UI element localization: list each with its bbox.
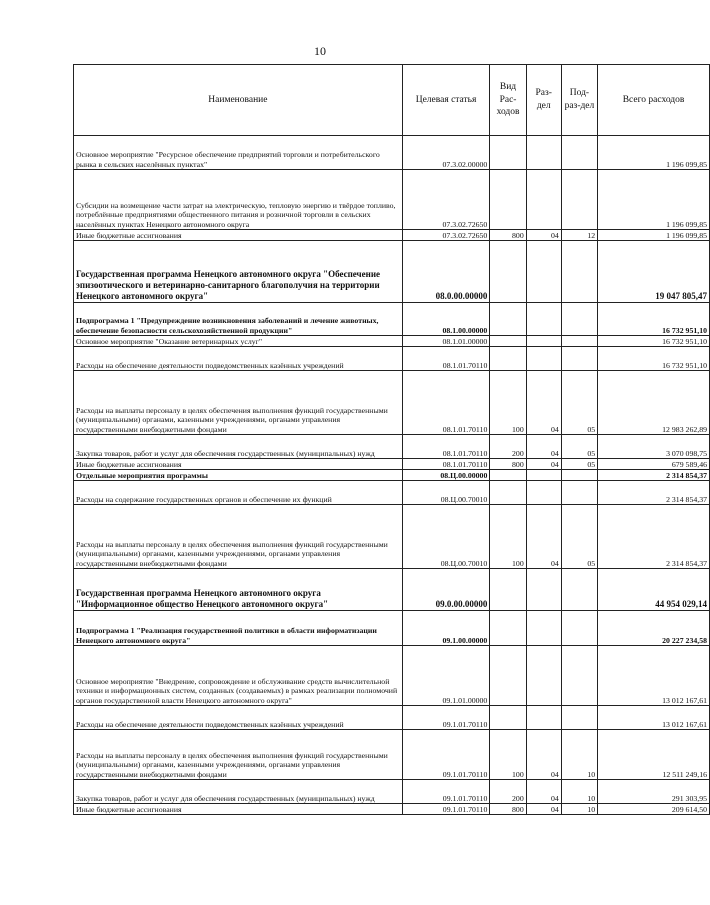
table-row (74, 241, 710, 303)
cell-section (526, 481, 561, 505)
table-row (74, 780, 710, 804)
cell-total: 2 314 854,37 (598, 481, 710, 505)
cell-section (526, 347, 561, 371)
cell-article: 08.0.00.00000 (402, 241, 490, 303)
cell-total: 679 589,46 (598, 459, 710, 470)
cell-total: 2 314 854,37 (598, 470, 710, 481)
table-row (74, 303, 710, 336)
cell-total: 20 227 234,58 (598, 611, 710, 646)
cell-subsection: 05 (561, 371, 597, 435)
cell-name: Расходы на выплаты персоналу в целях обеспечения выполнения функций государственными (муниципальными) органами, казенными учреждениями, органами управления государственными внебюджетными фондами (74, 371, 403, 435)
cell-total: 16 732 951,10 (598, 347, 710, 371)
cell-section (526, 611, 561, 646)
cell-expense-type: 100 (490, 505, 526, 569)
cell-article: 09.1.00.00000 (402, 611, 490, 646)
table-row (74, 470, 710, 481)
cell-name: Расходы на выплаты персоналу в целях обеспечения выполнения функций государственными (муниципальными) органами, казенными учреждениями, органами управления государственными внебюджетными фондами (74, 505, 403, 569)
cell-subsection: 10 (561, 804, 597, 815)
cell-subsection: 05 (561, 459, 597, 470)
cell-name: Основное мероприятие "Оказание ветеринарных услуг" (74, 336, 403, 347)
cell-name: Основное мероприятие "Внедрение, сопровождение и обслуживание средств вычислительной техники и информационных систем, созданных (создаваемых) в рамках реализации полномочий органов государственной власти Ненецкого автономного округа" (74, 646, 403, 706)
table-row (74, 730, 710, 780)
cell-subsection: 10 (561, 730, 597, 780)
cell-section: 04 (526, 459, 561, 470)
table-row (74, 459, 710, 470)
cell-subsection (561, 569, 597, 611)
table-row (74, 481, 710, 505)
header-name: Наименование (74, 65, 403, 136)
table-row (74, 706, 710, 730)
cell-subsection (561, 470, 597, 481)
cell-expense-type (490, 136, 526, 170)
cell-section (526, 470, 561, 481)
cell-section: 04 (526, 435, 561, 459)
cell-subsection (561, 336, 597, 347)
cell-total: 13 012 167,61 (598, 646, 710, 706)
cell-section (526, 569, 561, 611)
cell-article: 09.1.01.70110 (402, 706, 490, 730)
cell-total: 1 196 099,85 (598, 170, 710, 230)
cell-subsection: 12 (561, 230, 597, 241)
cell-section: 04 (526, 780, 561, 804)
table-row (74, 136, 710, 170)
cell-name: Расходы на содержание государственных органов и обеспечение их функций (74, 481, 403, 505)
cell-name: Подпрограмма 1 "Реализация государственной политики в области информатизации Ненецкого автономного округа" (74, 611, 403, 646)
cell-section (526, 336, 561, 347)
cell-expense-type (490, 646, 526, 706)
cell-name: Подпрограмма 1 "Предупреждение возникновения заболеваний и лечение животных, обеспечение безопасности сельскохозяйственной продукции" (74, 303, 403, 336)
cell-expense-type: 800 (490, 459, 526, 470)
cell-total: 291 303,95 (598, 780, 710, 804)
cell-name: Расходы на обеспечение деятельности подведомственных казённых учреждений (74, 706, 403, 730)
cell-name: Основное мероприятие "Ресурсное обеспечение предприятий торговли и потребительского рынка в сельских населённых пунктах" (74, 136, 403, 170)
cell-total: 209 614,50 (598, 804, 710, 815)
cell-subsection: 05 (561, 505, 597, 569)
cell-section: 04 (526, 505, 561, 569)
cell-subsection (561, 170, 597, 230)
cell-expense-type: 200 (490, 780, 526, 804)
cell-article: 09.1.01.70110 (402, 780, 490, 804)
cell-section: 04 (526, 230, 561, 241)
cell-expense-type: 800 (490, 230, 526, 241)
header-total: Всего расходов (598, 65, 710, 136)
cell-subsection (561, 611, 597, 646)
cell-article: 08.1.01.70110 (402, 347, 490, 371)
table-row (74, 505, 710, 569)
cell-name: Отдельные мероприятия программы (74, 470, 403, 481)
table-row (74, 170, 710, 230)
cell-total: 1 196 099,85 (598, 230, 710, 241)
cell-subsection (561, 646, 597, 706)
cell-name: Расходы на обеспечение деятельности подведомственных казённых учреждений (74, 347, 403, 371)
cell-article: 08.Ц.00.70010 (402, 505, 490, 569)
cell-expense-type (490, 170, 526, 230)
cell-name: Субсидии на возмещение части затрат на электрическую, тепловую энергию и твёрдое топливо, потреблённые предприятиями общественного питания и розничной торговли в сельских населённых пунктах Ненецкого автономного округа (74, 170, 403, 230)
budget-table (73, 64, 710, 815)
cell-subsection (561, 303, 597, 336)
cell-article: 07.3.02.00000 (402, 136, 490, 170)
header-article: Целевая статья (402, 65, 490, 136)
cell-total: 16 732 951,10 (598, 336, 710, 347)
cell-name: Государственная программа Ненецкого автономного округа "Информационное общество Ненецкого автономного округа" (74, 569, 403, 611)
cell-article: 09.0.00.00000 (402, 569, 490, 611)
cell-article: 08.1.01.70110 (402, 459, 490, 470)
cell-total: 44 954 029,14 (598, 569, 710, 611)
header-expense-type: Вид Рас-ходов (490, 65, 526, 136)
cell-total: 12 983 262,89 (598, 371, 710, 435)
cell-name: Закупка товаров, работ и услуг для обеспечения государственных (муниципальных) нужд (74, 435, 403, 459)
table-header-row (74, 65, 710, 136)
table-row (74, 336, 710, 347)
cell-article: 08.1.00.00000 (402, 303, 490, 336)
cell-article: 08.1.01.70110 (402, 371, 490, 435)
cell-total: 13 012 167,61 (598, 706, 710, 730)
cell-subsection: 05 (561, 435, 597, 459)
cell-subsection (561, 347, 597, 371)
cell-name: Иные бюджетные ассигнования (74, 804, 403, 815)
cell-name: Расходы на выплаты персоналу в целях обеспечения выполнения функций государственными (муниципальными) органами, казенными учреждениями, органами управления государственными внебюджетными фондами (74, 730, 403, 780)
cell-article: 08.1.01.70110 (402, 435, 490, 459)
cell-total: 3 070 098,75 (598, 435, 710, 459)
table-row (74, 611, 710, 646)
cell-subsection (561, 241, 597, 303)
cell-section (526, 170, 561, 230)
header-section: Раз-дел (526, 65, 561, 136)
table-row (74, 435, 710, 459)
cell-total: 16 732 951,10 (598, 303, 710, 336)
cell-expense-type (490, 470, 526, 481)
cell-section (526, 646, 561, 706)
cell-article: 09.1.01.70110 (402, 730, 490, 780)
cell-expense-type (490, 241, 526, 303)
cell-total: 2 314 854,37 (598, 505, 710, 569)
cell-expense-type: 100 (490, 371, 526, 435)
cell-expense-type (490, 611, 526, 646)
cell-name: Государственная программа Ненецкого автономного округа "Обеспечение эпизоотического и ветеринарно-санитарного благополучия на территории Ненецкого автономного округа" (74, 241, 403, 303)
cell-total: 12 511 249,16 (598, 730, 710, 780)
cell-total: 1 196 099,85 (598, 136, 710, 170)
cell-expense-type (490, 706, 526, 730)
cell-subsection (561, 136, 597, 170)
cell-subsection: 10 (561, 780, 597, 804)
table-row (74, 371, 710, 435)
cell-expense-type: 800 (490, 804, 526, 815)
table-row (74, 569, 710, 611)
cell-section: 04 (526, 371, 561, 435)
cell-expense-type: 100 (490, 730, 526, 780)
cell-name: Иные бюджетные ассигнования (74, 230, 403, 241)
cell-expense-type (490, 336, 526, 347)
cell-expense-type: 200 (490, 435, 526, 459)
table-row (74, 646, 710, 706)
cell-article: 08.1.01.00000 (402, 336, 490, 347)
cell-expense-type (490, 481, 526, 505)
cell-subsection (561, 481, 597, 505)
cell-expense-type (490, 569, 526, 611)
table-row (74, 804, 710, 815)
cell-article: 07.3.02.72650 (402, 170, 490, 230)
cell-article: 08.Ц.00.00000 (402, 470, 490, 481)
cell-name: Закупка товаров, работ и услуг для обеспечения государственных (муниципальных) нужд (74, 780, 403, 804)
cell-section (526, 241, 561, 303)
table-row (74, 230, 710, 241)
cell-section (526, 303, 561, 336)
cell-section (526, 136, 561, 170)
cell-article: 08.Ц.00.70010 (402, 481, 490, 505)
cell-section (526, 706, 561, 730)
cell-section: 04 (526, 804, 561, 815)
cell-article: 07.3.02.72650 (402, 230, 490, 241)
cell-subsection (561, 706, 597, 730)
cell-article: 09.1.01.70110 (402, 804, 490, 815)
cell-expense-type (490, 303, 526, 336)
cell-expense-type (490, 347, 526, 371)
cell-article: 09.1.01.00000 (402, 646, 490, 706)
cell-total: 19 047 805,47 (598, 241, 710, 303)
header-subsection: Под-раз-дел (561, 65, 597, 136)
cell-name: Иные бюджетные ассигнования (74, 459, 403, 470)
page-number: 10 (314, 44, 326, 58)
table-row (74, 347, 710, 371)
cell-section: 04 (526, 730, 561, 780)
